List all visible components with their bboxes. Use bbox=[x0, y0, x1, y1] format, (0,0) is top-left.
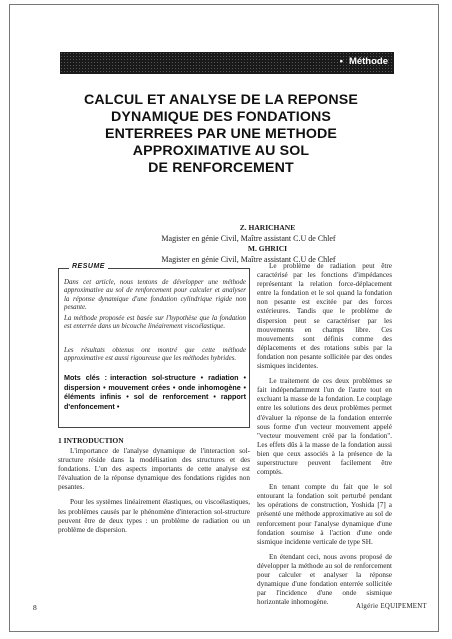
body-paragraph: Le traitement de ces deux problèmes se fait indépendamment l'un de l'autre tout en excluant la masse de la fondation. Le couplage entre les solutions des deux problèmes permet d'évaluer la réponse de la fondation enterrée sous forme d'un vecteur mouvement appelé "vecteur mouvement créé par la fondation". Les effets dûs à la masse de la fondation aussi bien que ceux associés à la présence de la superstructure peuvent facilement être comptés. bbox=[257, 377, 392, 477]
right-column-text bbox=[257, 262, 392, 613]
authors-block bbox=[80, 223, 395, 265]
keywords bbox=[64, 373, 246, 411]
section-label: • Méthode bbox=[339, 56, 388, 67]
author-name: Z. HARICHANE bbox=[239, 223, 296, 232]
body-paragraph: En tenant compte du fait que le sol entourant la fondation soit perturbé pendant les opérations de construction, Yoshida [7] a présenté une méthode approximative au sol de renforcement pour l'analyse dynamique d'une fondation soumise à l'action d'une onde sismique incidente verticale de type SH. bbox=[257, 483, 392, 546]
article-title: CALCUL ET ANALYSE DE LA REPONSE DYNAMIQUE DES FONDATIONS ENTERREES PAR UNE METHODE APPROXIMATIVE AU SOL DE RENFORCEMENT bbox=[84, 92, 358, 176]
section-header-band bbox=[60, 52, 394, 74]
body-paragraph: Pour les systèmes linéairement élastiques, ou viscoélastiques, les problèmes causés par le phénomène d'interaction sol-structure peuvent être de deux types : un problème de radiation ou un problème de dispersion. bbox=[58, 498, 250, 534]
keywords-list: interaction sol-structure • radiation • dispersion • mouvement crées • onde inhomogène • éléments infinis • sol de renforcement • rapport d'enfoncement • bbox=[64, 373, 246, 411]
body-paragraph: L'importance de l'analyse dynamique de l'interaction sol-structure réside dans la modélisation des structures et des fondations. L'un des aspects importants de cette analyse est l'évaluation de la réponse dynamique des fondations rigides non pesantes. bbox=[58, 447, 250, 492]
author-affiliation: Magister en génie Civil, Maître assistant C.U de Chlef bbox=[161, 233, 336, 243]
abstract-paragraph: La méthode proposée est basée sur l'hypothèse que la fondation est enterrée dans un bicouche linéairement viscoélastique. bbox=[64, 315, 246, 331]
bullet-icon: • bbox=[339, 56, 343, 67]
body-paragraph: En étendant ceci, nous avons proposé de développer la méthode au sol de renforcement pour calculer et analyser la réponse dynamique d'une fondation enterrée sollicitée par l'incidence d'une onde sismique horizontale inhomogène. bbox=[257, 552, 392, 607]
abstract-paragraph: Les résultats obtenus ont montré que cette méthode approximative est aussi rigoureuse que les méthodes hybrides. bbox=[64, 347, 246, 363]
keywords-label: Mots clés : bbox=[64, 373, 108, 382]
abstract-heading: RESUME bbox=[69, 263, 108, 270]
page-number: 8 bbox=[33, 603, 37, 612]
section-heading-introduction: 1 INTRODUCTION bbox=[58, 436, 124, 445]
abstract-box bbox=[58, 263, 250, 428]
left-column-text bbox=[58, 447, 250, 541]
journal-name: Algérie EQUIPEMENT bbox=[356, 603, 427, 610]
body-paragraph: Le problème de radiation peut être caractérisé par les fonctions d'impédances représentant la relation force-déplacement entre la fondation et le sol quand la fondation non pesante est excitée par des forces extérieures. Tandis que le problème de dispersion peut se caractériser par les mouvements en champs libre. Ces mouvements sont définis comme des déplacements et des rotations subis par la fondation non pesante sollicitée par des ondes sismiques incidentes. bbox=[257, 262, 392, 371]
author-affiliation: Magister en génie Civil, Maître assistant C.U de Chlef bbox=[161, 254, 336, 264]
abstract-paragraph: Dans cet article, nous tentons de développer une méthode approximative au sol de renforcement pour calculer et analyser la réponse dynamique d'une fondation cylindrique rigide non pesante. bbox=[64, 279, 246, 312]
author-name: M. GHRICI bbox=[247, 244, 288, 253]
